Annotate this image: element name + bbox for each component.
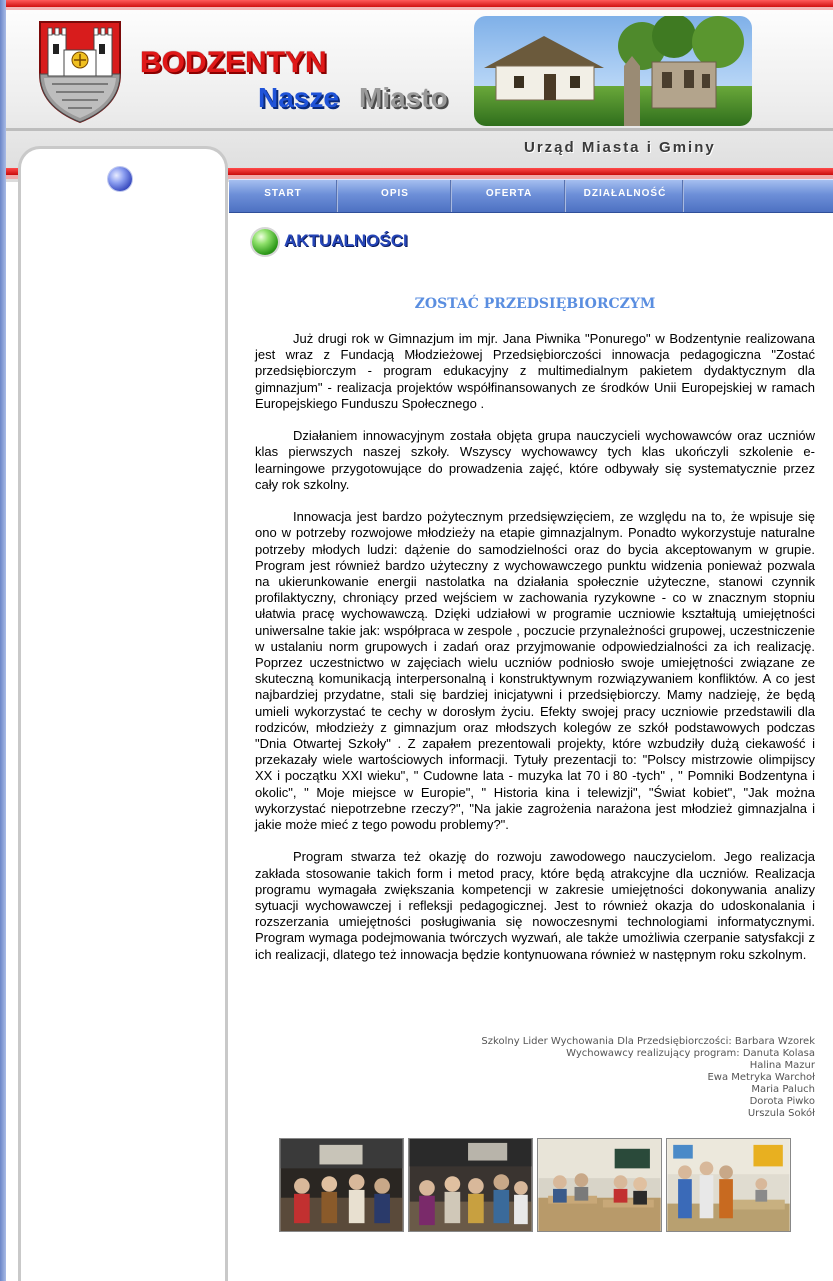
nav-item-opis[interactable]: OPIS — [381, 188, 409, 199]
credit-line: Halina Mazur — [749, 1060, 815, 1071]
article-title: ZOSTAĆ PRZEDSIĘBIORCZYM — [414, 296, 656, 312]
site-tagline-miasto: Miasto — [359, 82, 448, 113]
header-divider-line — [6, 128, 833, 131]
article-paragraph: Działaniem innowacyjnym została objęta grupa nauczycieli wychowawców oraz uczniów klas pierwszych naszej szkoły. Wszyscy wychowawcy tych klas ukończyli szkolenie e- learningowe przygotowujące do prowadzenia zajęć, które odbywały się systematycznie przez cały rok szkolny. — [255, 428, 815, 492]
photo-gallery — [279, 1138, 793, 1232]
header-top-red-band-light — [6, 7, 833, 10]
gallery-photo-1[interactable] — [279, 1138, 404, 1232]
left-page-strip — [0, 0, 6, 1281]
credit-line: Ewa Metryka Warchoł — [707, 1072, 815, 1083]
gallery-photo-2[interactable] — [408, 1138, 533, 1232]
credit-line: Wychowawcy realizujący program: Danuta Kolasa — [566, 1048, 815, 1059]
credit-line: Maria Paluch — [751, 1084, 815, 1095]
main-navigation — [229, 179, 833, 213]
left-sidebar — [18, 146, 228, 1281]
office-label: Urząd Miasta i Gminy — [524, 139, 716, 156]
header-photo-collage — [474, 16, 752, 126]
nav-item-dzialalnosc[interactable]: DZIAŁALNOŚĆ — [583, 188, 667, 199]
header-top-red-band — [6, 0, 833, 7]
article-paragraph: Program stwarza też okazję do rozwoju zawodowego nauczycielom. Jego realizacja zakłada stosowanie takich form i metod pracy, które będą atrakcyjne dla uczniów. Realizacja programu wymagała zwiększania kompetencji w zakresie umiejętności dokonywania analizy sytuacji wychowawczej i refleksji pedagogicznej. Jest to również okazja do udoskonalania i rozszerzania umiejętności posługiwania się nowoczesnymi technologiami informatycznymi. Program wymaga podejmowania twórczych wyzwań, ale także umożliwia czerpanie satysfakcji z ich realizacji, dlatego też innowacja będzie kontynuowana również w następnym roku szkolnym. — [255, 849, 815, 962]
credit-line: Dorota Piwko — [749, 1096, 815, 1107]
article-credits — [300, 1036, 815, 1120]
gallery-photo-4[interactable] — [666, 1138, 791, 1232]
nav-item-oferta[interactable]: OFERTA — [485, 188, 533, 199]
nav-item-start[interactable]: START — [264, 188, 302, 199]
article-body — [255, 331, 815, 979]
credit-line: Szkolny Lider Wychowania Dla Przedsiębiorczości: Barbara Wzorek — [481, 1036, 815, 1047]
green-bullet-icon — [252, 229, 278, 255]
article-paragraph: Innowacja jest bardzo pożytecznym przedsięwzięciem, ze względu na to, że wpisuje się ono w potrzeby rozwojowe młodzieży na etapie gimnazjalnym. Ponadto wykorzystuje naturalne potrzeby młodych ludzi: dążenie do samodzielności oraz do bycia akceptowanym w grupie. Program jest również bardzo użyteczny z wychowawczego punktu widzenia ponieważ pozwala na ukierunkowanie energii nastolatka na działania społecznie użyteczne, stanowi czynnik profilaktyczny, chroniący przed wejściem w zachowania ryzykowne - co w znacznym stopniu ułatwia pracę wychowawczą. Dzięki udziałowi w programie uczniowie kształtują umiejętności uniwersalne takie jak: współpraca w zespole , poczucie przynależności grupowej, uczestniczenie w ustalaniu norm grupowych i zadań oraz przyjmowanie odpowiedzialności za ich realizację. Poprzez uczestnictwo w zajęciach wielu uczniów podniosło swoje umiejętności związane ze skuteczną komunikacją interpersonalną i konstruktywnym rozwiązywaniem konfliktów. A co jest najbardziej przydatne, stali się bardziej inicjatywni i przedsiębiorczy. Mamy nadzieję, że będą umieli wykorzystać te cechy w dorosłym życiu. Efekty swojej pracy uczniowie przedstawili dla rodziców, młodzieży z gimnazjum oraz młodszych kolegów ze szkół podstawowych podczas "Dnia Otwartej Szkoły" . Z zapałem prezentowali projekty, które wzbudziły dużą ciekawość i przekazały wiele wartościowych informacji. Tytuły prezentacji to: "Polscy mistrzowie olimpijscy XX i początku XXI wieku", " Cudowne lata - muzyka lat 70 i 80 -tych" , " Pomniki Bodzentyna i okolic", " Moje miejsce w Europie", " Historia kina i telewizji", "Świat kobiet", "Jak można wykorzystać niepotrzebne rzeczy?", "Na jakie zagrożenia narażona jest młodzież gimnazjalna i jakie może mieć z tego powodu problemy?". — [255, 509, 815, 833]
news-heading-label: AKTUALNOŚCI — [284, 231, 408, 250]
town-coat-of-arms-icon[interactable] — [38, 20, 122, 124]
credit-line: Urszula Sokół — [747, 1108, 815, 1119]
site-title-town: BODZENTYN — [140, 46, 327, 79]
site-tagline-nasze: Nasze — [258, 82, 339, 113]
nav-item-empty[interactable] — [684, 180, 833, 212]
gallery-photo-3[interactable] — [537, 1138, 662, 1232]
sidebar-blue-ball-icon — [108, 167, 132, 191]
article-paragraph: Już drugi rok w Gimnazjum im mjr. Jana Piwnika "Ponurego" w Bodzentynie realizowana jest wraz z Fundacją Młodzieżowej Przedsiębiorczości innowacja pedagogiczna "Zostać przedsiębiorczym - program edukacyjny z multimedialnym pakietem dydaktycznym dla gimnazjum" - realizacja projektów współfinansowanych ze środków Unii Europejskiej w ramach Europejskiego Funduszu Społecznego . — [255, 331, 815, 411]
